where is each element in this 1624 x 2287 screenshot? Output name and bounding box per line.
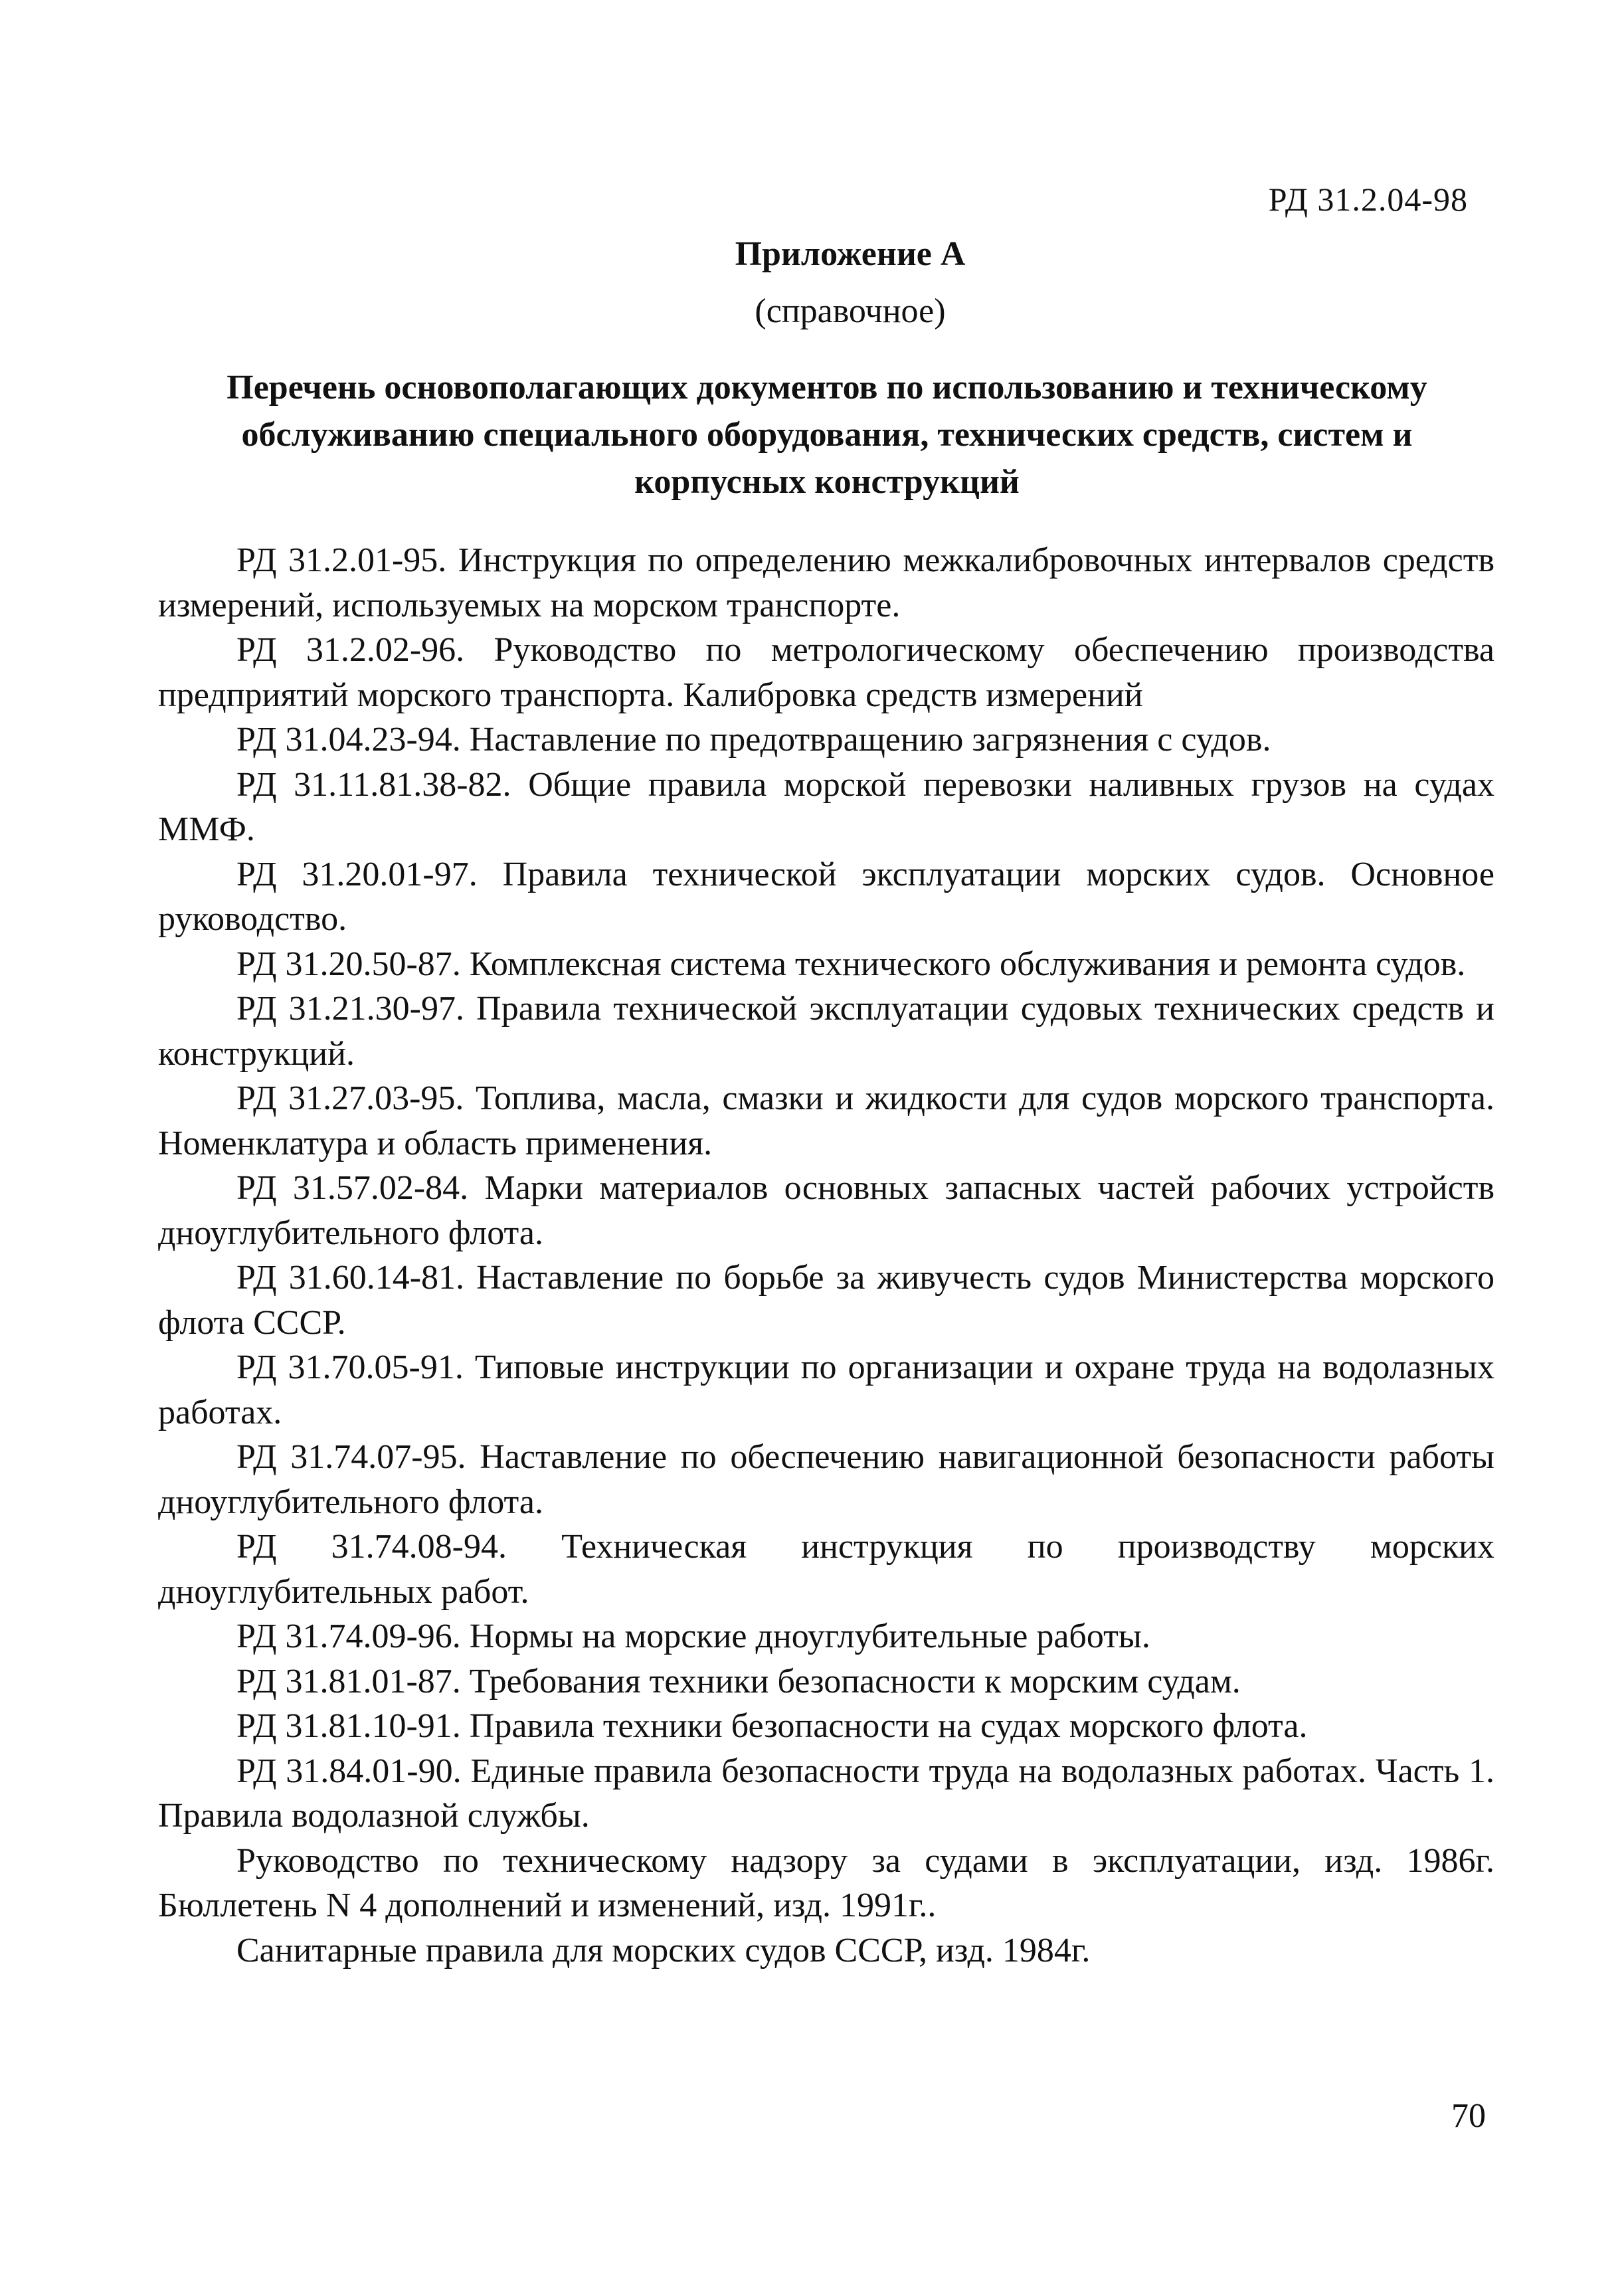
reference-entry: РД 31.20.50-87. Комплексная система технического обслуживания и ремонта судов. (236, 945, 1466, 983)
reference-entry: РД 31.84.01-90. Единые правила безопасности труда на водолазных работах. Часть 1. Правила водолазной службы. (158, 1752, 1494, 1835)
reference-entry: Санитарные правила для морских судов СССР, изд. 1984г. (236, 1931, 1091, 1969)
reference-entry: РД 31.60.14-81. Наставление по борьбе за живучесть судов Министерства морского флота СССР. (158, 1259, 1494, 1342)
page-number: 70 (1451, 2097, 1486, 2135)
reference-entry: РД 31.57.02-84. Марки материалов основных запасных частей рабочих устройств дноуглубительного флота. (158, 1169, 1494, 1252)
reference-entry: РД 31.81.01-87. Требования техники безопасности к морским судам. (236, 1662, 1241, 1700)
reference-entry: РД 31.70.05-91. Типовые инструкции по организации и охране труда на водолазных работах. (158, 1348, 1494, 1431)
reference-entry: РД 31.20.01-97. Правила технической эксплуатации морских судов. Основное руководство. (158, 855, 1494, 938)
reference-entry: РД 31.2.02-96. Руководство по метрологическому обеспечению производства предприятий морского транспорта. Калибровка средств измерений (158, 631, 1494, 714)
reference-entry: РД 31.11.81.38-82. Общие правила морской перевозки наливных грузов на судах ММФ. (158, 765, 1494, 848)
appendix-title: Приложение А (735, 235, 966, 273)
reference-entry: РД 31.27.03-95. Топлива, масла, смазки и жидкости для судов морского транспорта. Номенклатура и область применения. (158, 1079, 1494, 1162)
reference-entry: Руководство по техническому надзору за судами в эксплуатации, изд. 1986г. Бюллетень N 4 дополнений и изменений, изд. 1991г.. (158, 1841, 1494, 1924)
document-code: РД 31.2.04-98 (1268, 181, 1468, 218)
reference-entry: РД 31.21.30-97. Правила технической эксплуатации судовых технических средств и конструкций. (158, 990, 1494, 1073)
reference-entry: РД 31.04.23-94. Наставление по предотвращению загрязнения с судов. (236, 721, 1271, 759)
section-heading: Перечень основополагающих документов по использованию и техническому обслуживанию специального оборудования, технических средств, систем и корпусных конструкций (226, 369, 1427, 501)
reference-entry: РД 31.81.10-91. Правила техники безопасности на судах морского флота. (236, 1707, 1308, 1745)
appendix-block (0, 226, 1624, 340)
appendix-note: (справочное) (755, 292, 946, 330)
reference-entry: РД 31.74.07-95. Наставление по обеспечению навигационной безопасности работы дноуглубительного флота. (158, 1438, 1494, 1521)
reference-entry: РД 31.2.01-95. Инструкция по определению межкалибровочных интервалов средств измерений, используемых на морском транспорте. (158, 541, 1494, 624)
reference-list (158, 538, 1494, 1973)
reference-entry: РД 31.74.08-94. Техническая инструкция по производству морских дноуглубительных работ. (158, 1528, 1494, 1611)
reference-entry: РД 31.74.09-96. Нормы на морские дноуглубительные работы. (236, 1617, 1150, 1655)
